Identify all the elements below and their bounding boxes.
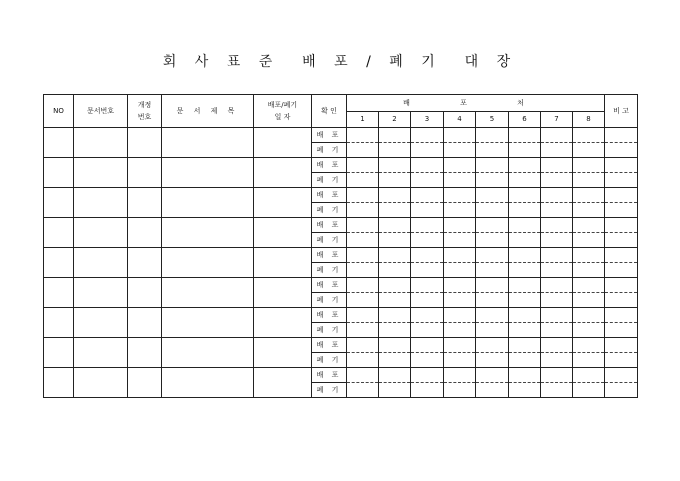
disposal-slot-cell[interactable] <box>444 233 476 248</box>
disposal-slot-cell[interactable] <box>573 173 605 188</box>
disposal-slot-cell[interactable] <box>541 323 573 338</box>
header-slot-1: 1 <box>347 112 379 128</box>
disposal-slot-cell[interactable] <box>476 233 509 248</box>
disposal-slot-cell[interactable] <box>411 353 444 368</box>
dispose-label: 폐 기 <box>312 383 347 398</box>
distribute-label: 배 포 <box>312 368 347 383</box>
doc-number-cell[interactable] <box>74 218 128 248</box>
distribution-slot-cell[interactable] <box>541 158 573 173</box>
distribute-label: 배 포 <box>312 158 347 173</box>
disposal-slot-cell[interactable] <box>379 383 411 398</box>
remarks-cell[interactable] <box>605 278 638 293</box>
doc-number-cell[interactable] <box>74 278 128 308</box>
revision-cell[interactable] <box>128 278 162 308</box>
date-cell[interactable] <box>254 338 312 368</box>
remarks-cell[interactable] <box>605 233 638 248</box>
distribution-slot-cell[interactable] <box>379 368 411 383</box>
disposal-slot-cell[interactable] <box>509 143 541 158</box>
disposal-slot-cell[interactable] <box>379 173 411 188</box>
disposal-slot-cell[interactable] <box>509 173 541 188</box>
revision-cell[interactable] <box>128 128 162 158</box>
distribution-slot-cell[interactable] <box>476 158 509 173</box>
disposal-slot-cell[interactable] <box>379 293 411 308</box>
doc-title-cell[interactable] <box>162 158 254 188</box>
distribute-label: 배 포 <box>312 278 347 293</box>
disposal-slot-cell[interactable] <box>444 143 476 158</box>
distribution-slot-cell[interactable] <box>444 158 476 173</box>
distribution-slot-cell[interactable] <box>347 368 379 383</box>
distribution-slot-cell[interactable] <box>573 248 605 263</box>
disposal-slot-cell[interactable] <box>541 143 573 158</box>
table-row <box>44 128 638 143</box>
distribution-slot-cell[interactable] <box>379 308 411 323</box>
table-row <box>44 248 638 263</box>
dispose-label: 폐 기 <box>312 323 347 338</box>
doc-title-cell[interactable] <box>162 248 254 278</box>
disposal-slot-cell[interactable] <box>347 293 379 308</box>
header-revision-line1: 개정 <box>137 101 152 109</box>
doc-title-cell[interactable] <box>162 338 254 368</box>
header-doc-number: 문서번호 <box>74 95 128 128</box>
header-slot-6: 6 <box>509 112 541 128</box>
distribute-label: 배 포 <box>312 128 347 143</box>
disposal-slot-cell[interactable] <box>444 173 476 188</box>
disposal-slot-cell[interactable] <box>347 383 379 398</box>
remarks-cell[interactable] <box>605 368 638 383</box>
distribution-slot-cell[interactable] <box>347 128 379 143</box>
header-distribution: 배 포 처 <box>347 95 605 112</box>
distribution-slot-cell[interactable] <box>444 308 476 323</box>
disposal-slot-cell[interactable] <box>573 143 605 158</box>
distribution-slot-cell[interactable] <box>509 368 541 383</box>
page-title: 회 사 표 준 배 포 / 폐 기 대 장 <box>162 54 518 70</box>
distribution-slot-cell[interactable] <box>411 128 444 143</box>
table-row <box>44 278 638 293</box>
header-slot-2: 2 <box>379 112 411 128</box>
disposal-slot-cell[interactable] <box>573 233 605 248</box>
disposal-slot-cell[interactable] <box>509 323 541 338</box>
no-cell[interactable] <box>44 248 74 278</box>
doc-title-cell[interactable] <box>162 368 254 398</box>
distribution-slot-cell[interactable] <box>509 128 541 143</box>
header-slot-3: 3 <box>411 112 444 128</box>
distribution-slot-cell[interactable] <box>347 308 379 323</box>
header-date-line1: 배포/폐기 <box>267 101 298 109</box>
disposal-slot-cell[interactable] <box>411 383 444 398</box>
remarks-cell[interactable] <box>605 248 638 263</box>
remarks-cell[interactable] <box>605 203 638 218</box>
disposal-slot-cell[interactable] <box>541 383 573 398</box>
no-cell[interactable] <box>44 128 74 158</box>
remarks-cell[interactable] <box>605 353 638 368</box>
disposal-slot-cell[interactable] <box>541 173 573 188</box>
header-revision-line2: 번호 <box>137 113 152 121</box>
distribution-slot-cell[interactable] <box>573 188 605 203</box>
doc-title-cell[interactable] <box>162 188 254 218</box>
distribution-slot-cell[interactable] <box>476 278 509 293</box>
disposal-slot-cell[interactable] <box>476 323 509 338</box>
date-cell[interactable] <box>254 128 312 158</box>
disposal-slot-cell[interactable] <box>347 233 379 248</box>
disposal-slot-cell[interactable] <box>476 293 509 308</box>
distribution-slot-cell[interactable] <box>476 248 509 263</box>
disposal-slot-cell[interactable] <box>379 263 411 278</box>
doc-title-cell[interactable] <box>162 278 254 308</box>
remarks-cell[interactable] <box>605 263 638 278</box>
disposal-slot-cell[interactable] <box>573 353 605 368</box>
dispose-label: 폐 기 <box>312 263 347 278</box>
distribution-slot-cell[interactable] <box>541 308 573 323</box>
disposal-slot-cell[interactable] <box>347 323 379 338</box>
disposal-slot-cell[interactable] <box>444 263 476 278</box>
remarks-cell[interactable] <box>605 128 638 143</box>
dispose-label: 폐 기 <box>312 173 347 188</box>
table-row <box>44 158 638 173</box>
disposal-slot-cell[interactable] <box>573 383 605 398</box>
disposal-slot-cell[interactable] <box>573 323 605 338</box>
disposal-slot-cell[interactable] <box>476 173 509 188</box>
disposal-slot-cell[interactable] <box>411 233 444 248</box>
date-cell[interactable] <box>254 248 312 278</box>
disposal-slot-cell[interactable] <box>476 383 509 398</box>
remarks-cell[interactable] <box>605 323 638 338</box>
revision-cell[interactable] <box>128 338 162 368</box>
distribution-slot-cell[interactable] <box>379 278 411 293</box>
date-cell[interactable] <box>254 158 312 188</box>
remarks-cell[interactable] <box>605 293 638 308</box>
distribution-slot-cell[interactable] <box>347 218 379 233</box>
header-date-line2: 일 자 <box>274 113 291 121</box>
distribution-slot-cell[interactable] <box>541 278 573 293</box>
distribution-slot-cell[interactable] <box>476 368 509 383</box>
distribution-slot-cell[interactable] <box>444 218 476 233</box>
disposal-slot-cell[interactable] <box>509 353 541 368</box>
doc-number-cell[interactable] <box>74 368 128 398</box>
no-cell[interactable] <box>44 218 74 248</box>
disposal-slot-cell[interactable] <box>347 263 379 278</box>
table-row <box>44 308 638 323</box>
header-slot-7: 7 <box>541 112 573 128</box>
header-slot-8: 8 <box>573 112 605 128</box>
distribute-label: 배 포 <box>312 248 347 263</box>
doc-number-cell[interactable] <box>74 338 128 368</box>
disposal-slot-cell[interactable] <box>509 263 541 278</box>
disposal-slot-cell[interactable] <box>411 323 444 338</box>
distribution-slot-cell[interactable] <box>411 308 444 323</box>
header-slot-5: 5 <box>476 112 509 128</box>
distribution-slot-cell[interactable] <box>541 188 573 203</box>
disposal-slot-cell[interactable] <box>509 293 541 308</box>
no-cell[interactable] <box>44 338 74 368</box>
distribution-slot-cell[interactable] <box>379 338 411 353</box>
distribution-slot-cell[interactable] <box>541 338 573 353</box>
disposal-slot-cell[interactable] <box>541 233 573 248</box>
disposal-slot-cell[interactable] <box>379 353 411 368</box>
distribution-slot-cell[interactable] <box>509 218 541 233</box>
distribute-label: 배 포 <box>312 188 347 203</box>
revision-cell[interactable] <box>128 158 162 188</box>
no-cell[interactable] <box>44 308 74 338</box>
disposal-slot-cell[interactable] <box>379 143 411 158</box>
distribution-slot-cell[interactable] <box>379 158 411 173</box>
disposal-slot-cell[interactable] <box>444 383 476 398</box>
remarks-cell[interactable] <box>605 188 638 203</box>
date-cell[interactable] <box>254 218 312 248</box>
distribution-slot-cell[interactable] <box>476 338 509 353</box>
distribution-slot-cell[interactable] <box>444 188 476 203</box>
revision-cell[interactable] <box>128 368 162 398</box>
distribution-slot-cell[interactable] <box>379 248 411 263</box>
table-row <box>44 368 638 383</box>
distribution-slot-cell[interactable] <box>476 188 509 203</box>
remarks-cell[interactable] <box>605 143 638 158</box>
distribution-slot-cell[interactable] <box>573 338 605 353</box>
dispose-label: 폐 기 <box>312 293 347 308</box>
distribution-slot-cell[interactable] <box>379 188 411 203</box>
distribution-slot-cell[interactable] <box>411 278 444 293</box>
distribution-slot-cell[interactable] <box>444 248 476 263</box>
distribution-slot-cell[interactable] <box>509 158 541 173</box>
remarks-cell[interactable] <box>605 173 638 188</box>
date-cell[interactable] <box>254 308 312 338</box>
no-cell[interactable] <box>44 368 74 398</box>
distribution-slot-cell[interactable] <box>541 218 573 233</box>
distribution-slot-cell[interactable] <box>509 308 541 323</box>
doc-number-cell[interactable] <box>74 308 128 338</box>
doc-number-cell[interactable] <box>74 248 128 278</box>
remarks-cell[interactable] <box>605 383 638 398</box>
header-date <box>254 95 312 128</box>
disposal-slot-cell[interactable] <box>476 143 509 158</box>
disposal-slot-cell[interactable] <box>509 203 541 218</box>
disposal-slot-cell[interactable] <box>411 203 444 218</box>
dispose-label: 폐 기 <box>312 203 347 218</box>
disposal-slot-cell[interactable] <box>411 173 444 188</box>
distribution-slot-cell[interactable] <box>444 278 476 293</box>
disposal-slot-cell[interactable] <box>444 323 476 338</box>
distribution-slot-cell[interactable] <box>444 338 476 353</box>
remarks-cell[interactable] <box>605 308 638 323</box>
revision-cell[interactable] <box>128 218 162 248</box>
disposal-slot-cell[interactable] <box>411 293 444 308</box>
disposal-slot-cell[interactable] <box>411 143 444 158</box>
no-cell[interactable] <box>44 158 74 188</box>
table-row <box>44 218 638 233</box>
distribution-slot-cell[interactable] <box>444 368 476 383</box>
distribution-slot-cell[interactable] <box>411 188 444 203</box>
distribution-slot-cell[interactable] <box>476 308 509 323</box>
disposal-slot-cell[interactable] <box>573 293 605 308</box>
disposal-slot-cell[interactable] <box>476 353 509 368</box>
revision-cell[interactable] <box>128 308 162 338</box>
header-revision <box>128 95 162 128</box>
distribution-slot-cell[interactable] <box>573 308 605 323</box>
distribution-slot-cell[interactable] <box>411 218 444 233</box>
disposal-slot-cell[interactable] <box>509 233 541 248</box>
no-cell[interactable] <box>44 278 74 308</box>
distribution-slot-cell[interactable] <box>347 278 379 293</box>
no-cell[interactable] <box>44 188 74 218</box>
distribute-label: 배 포 <box>312 218 347 233</box>
distribute-label: 배 포 <box>312 308 347 323</box>
distribution-slot-cell[interactable] <box>411 158 444 173</box>
dispose-label: 폐 기 <box>312 353 347 368</box>
date-cell[interactable] <box>254 368 312 398</box>
distribution-slot-cell[interactable] <box>573 128 605 143</box>
distribution-slot-cell[interactable] <box>509 248 541 263</box>
distribution-slot-cell[interactable] <box>347 338 379 353</box>
distribution-slot-cell[interactable] <box>476 128 509 143</box>
disposal-slot-cell[interactable] <box>541 293 573 308</box>
dispose-label: 폐 기 <box>312 233 347 248</box>
disposal-slot-cell[interactable] <box>573 263 605 278</box>
distribution-slot-cell[interactable] <box>347 248 379 263</box>
distribution-slot-cell[interactable] <box>509 338 541 353</box>
distribution-slot-cell[interactable] <box>379 218 411 233</box>
disposal-slot-cell[interactable] <box>476 203 509 218</box>
disposal-slot-cell[interactable] <box>347 203 379 218</box>
disposal-slot-cell[interactable] <box>444 293 476 308</box>
dispose-label: 폐 기 <box>312 143 347 158</box>
doc-number-cell[interactable] <box>74 188 128 218</box>
distribution-slot-cell[interactable] <box>379 128 411 143</box>
distribution-slot-cell[interactable] <box>541 128 573 143</box>
revision-cell[interactable] <box>128 248 162 278</box>
distribution-slot-cell[interactable] <box>573 218 605 233</box>
distribution-slot-cell[interactable] <box>541 368 573 383</box>
header-doc-title: 문 서 제 목 <box>162 95 254 128</box>
header-no: NO <box>44 95 74 128</box>
disposal-slot-cell[interactable] <box>509 383 541 398</box>
distribution-slot-cell[interactable] <box>573 368 605 383</box>
date-cell[interactable] <box>254 278 312 308</box>
disposal-slot-cell[interactable] <box>541 263 573 278</box>
remarks-cell[interactable] <box>605 218 638 233</box>
disposal-slot-cell[interactable] <box>347 143 379 158</box>
distribution-slot-cell[interactable] <box>411 338 444 353</box>
disposal-slot-cell[interactable] <box>379 233 411 248</box>
header-slot-4: 4 <box>444 112 476 128</box>
disposal-slot-cell[interactable] <box>379 323 411 338</box>
doc-number-cell[interactable] <box>74 128 128 158</box>
disposal-slot-cell[interactable] <box>541 203 573 218</box>
distribution-slot-cell[interactable] <box>411 368 444 383</box>
doc-title-cell[interactable] <box>162 308 254 338</box>
distribution-slot-cell[interactable] <box>573 278 605 293</box>
doc-title-cell[interactable] <box>162 218 254 248</box>
remarks-cell[interactable] <box>605 158 638 173</box>
doc-number-cell[interactable] <box>74 158 128 188</box>
distribution-slot-cell[interactable] <box>573 158 605 173</box>
disposal-slot-cell[interactable] <box>573 203 605 218</box>
distribution-slot-cell[interactable] <box>541 248 573 263</box>
distribution-slot-cell[interactable] <box>444 128 476 143</box>
table-row <box>44 188 638 203</box>
disposal-slot-cell[interactable] <box>476 263 509 278</box>
table-row <box>44 338 638 353</box>
distribution-slot-cell[interactable] <box>347 158 379 173</box>
date-cell[interactable] <box>254 188 312 218</box>
remarks-cell[interactable] <box>605 338 638 353</box>
disposal-slot-cell[interactable] <box>347 353 379 368</box>
revision-cell[interactable] <box>128 188 162 218</box>
doc-title-cell[interactable] <box>162 128 254 158</box>
disposal-slot-cell[interactable] <box>444 353 476 368</box>
disposal-slot-cell[interactable] <box>411 263 444 278</box>
disposal-slot-cell[interactable] <box>541 353 573 368</box>
distribute-label: 배 포 <box>312 338 347 353</box>
distribution-slot-cell[interactable] <box>411 248 444 263</box>
distribution-disposal-ledger <box>43 94 638 398</box>
distribution-slot-cell[interactable] <box>347 188 379 203</box>
header-confirm: 확 인 <box>312 95 347 128</box>
header-remarks: 비 고 <box>605 95 638 128</box>
distribution-slot-cell[interactable] <box>476 218 509 233</box>
disposal-slot-cell[interactable] <box>379 203 411 218</box>
disposal-slot-cell[interactable] <box>444 203 476 218</box>
disposal-slot-cell[interactable] <box>347 173 379 188</box>
distribution-slot-cell[interactable] <box>509 188 541 203</box>
distribution-slot-cell[interactable] <box>509 278 541 293</box>
